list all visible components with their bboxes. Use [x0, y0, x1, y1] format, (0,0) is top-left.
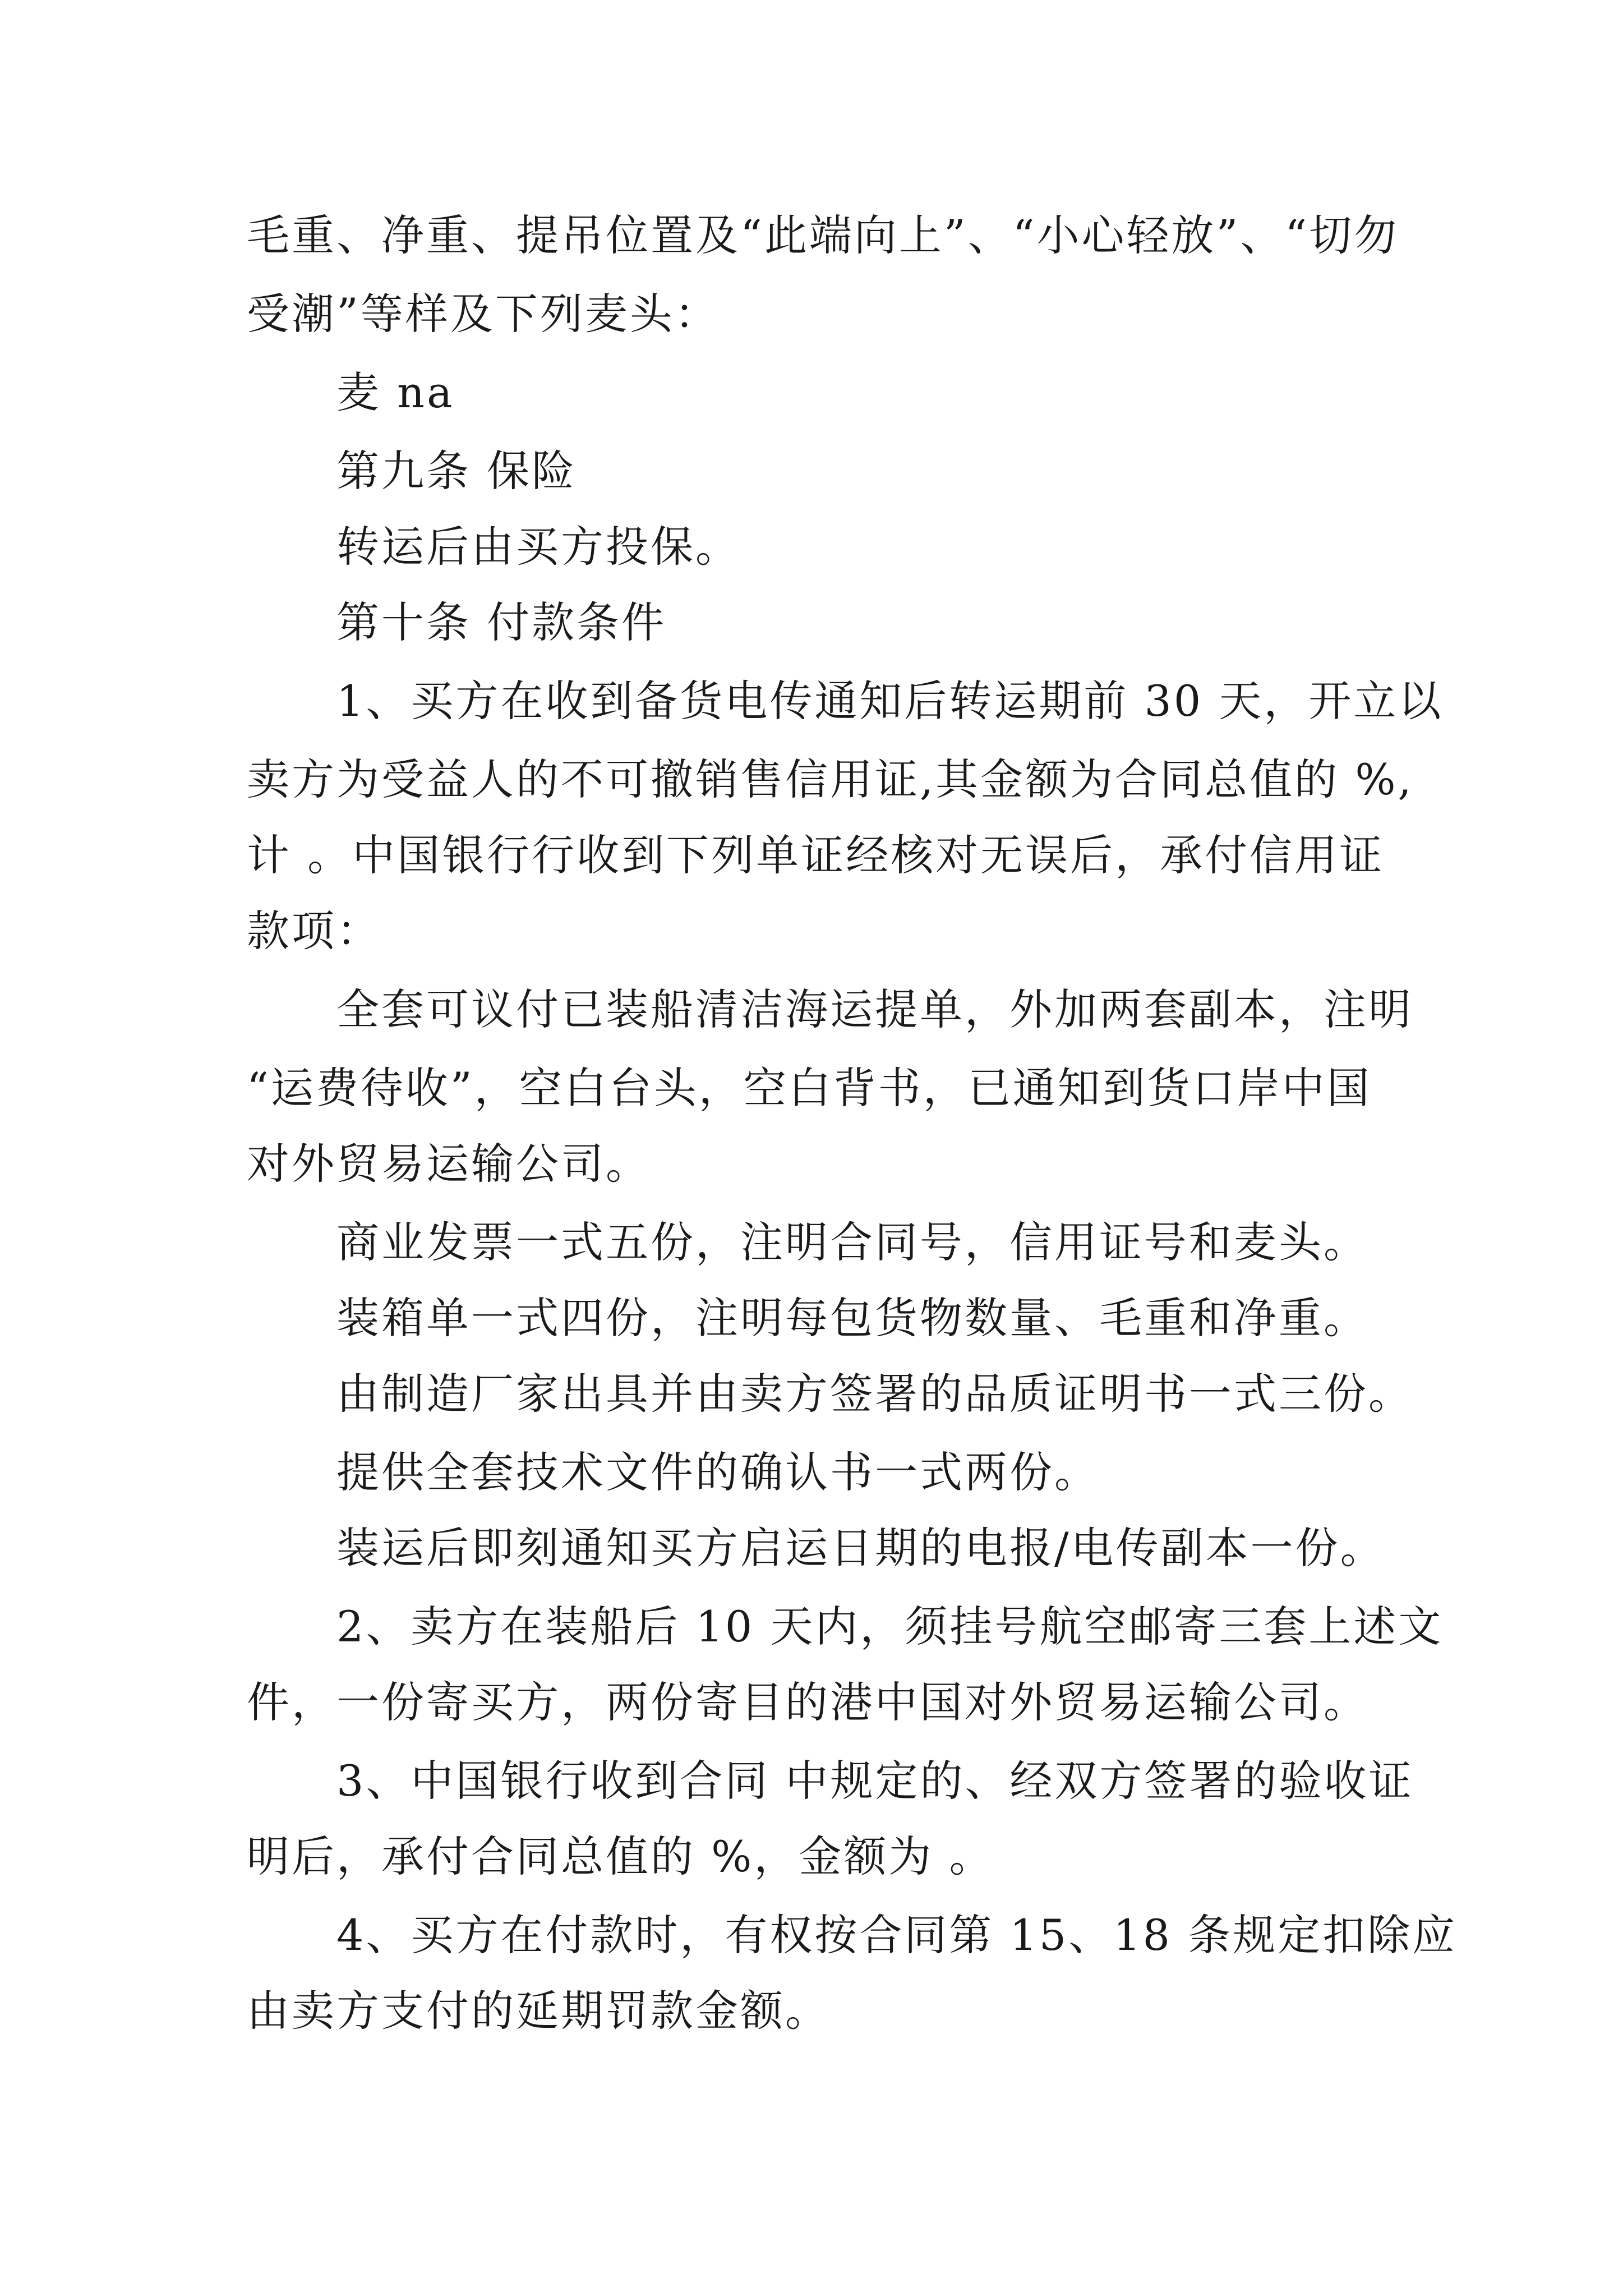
document-item-line: 提供全套技术文件的确认书一式两份。 — [336, 1447, 1099, 1497]
document-item-line: 装运后即刻通知买方启运日期的电报/电传副本一份。 — [336, 1523, 1385, 1573]
clause-4-line: 由卖方支付的延期罚款金额。 — [247, 1986, 830, 2036]
clause-2-line: 2、卖方在装船后 10 天内，须挂号航空邮寄三套上述文 — [336, 1602, 1444, 1651]
document-item-line: 商业发票一式五份，注明合同号，信用证号和麦头。 — [336, 1217, 1368, 1267]
document-item-line: “运费待收”，空白台头，空白背书，已通知到货口岸中国 — [247, 1063, 1372, 1113]
text-line: 转运后由买方投保。 — [336, 522, 740, 572]
clause-1-line: 卖方为受益人的不可撤销售信用证,其金额为合同总值的 %, — [247, 754, 1414, 804]
clause-1-line: 款项： — [247, 906, 381, 956]
document-item-line: 由制造厂家出具并由卖方签署的品质证明书一式三份。 — [336, 1369, 1413, 1419]
clause-3-line: 3、中国银行收到合同 中规定的、经双方签署的验收证 — [336, 1756, 1414, 1806]
clause-4-line: 4、买方在付款时，有权按合同第 15、18 条规定扣除应 — [336, 1910, 1458, 1960]
clause-2-line: 件，一份寄买方，两份寄目的港中国对外贸易运输公司。 — [247, 1677, 1368, 1727]
text-line: 毛重、净重、提吊位置及“此端向上”、“小心轻放”、“切勿 — [247, 210, 1399, 260]
document-item-line: 全套可议付已装船清洁海运提单，外加两套副本，注明 — [336, 984, 1413, 1034]
mark-line: 麦 na — [336, 367, 455, 417]
clause-1-line: 1、买方在收到备货电传通知后转运期前 30 天，开立以 — [336, 676, 1444, 726]
section-heading-payment: 第十条 付款条件 — [336, 597, 667, 647]
clause-3-line: 明后，承付合同总值的 %，金额为 。 — [247, 1832, 994, 1881]
section-heading-insurance: 第九条 保险 — [336, 446, 577, 496]
document-item-line: 对外贸易运输公司。 — [247, 1139, 651, 1189]
document-item-line: 装箱单一式四份，注明每包货物数量、毛重和净重。 — [336, 1293, 1368, 1343]
text-line: 受潮”等样及下列麦头： — [247, 289, 720, 339]
clause-1-line: 计 。中国银行行收到下列单证经核对无误后，承付信用证 — [247, 830, 1385, 880]
